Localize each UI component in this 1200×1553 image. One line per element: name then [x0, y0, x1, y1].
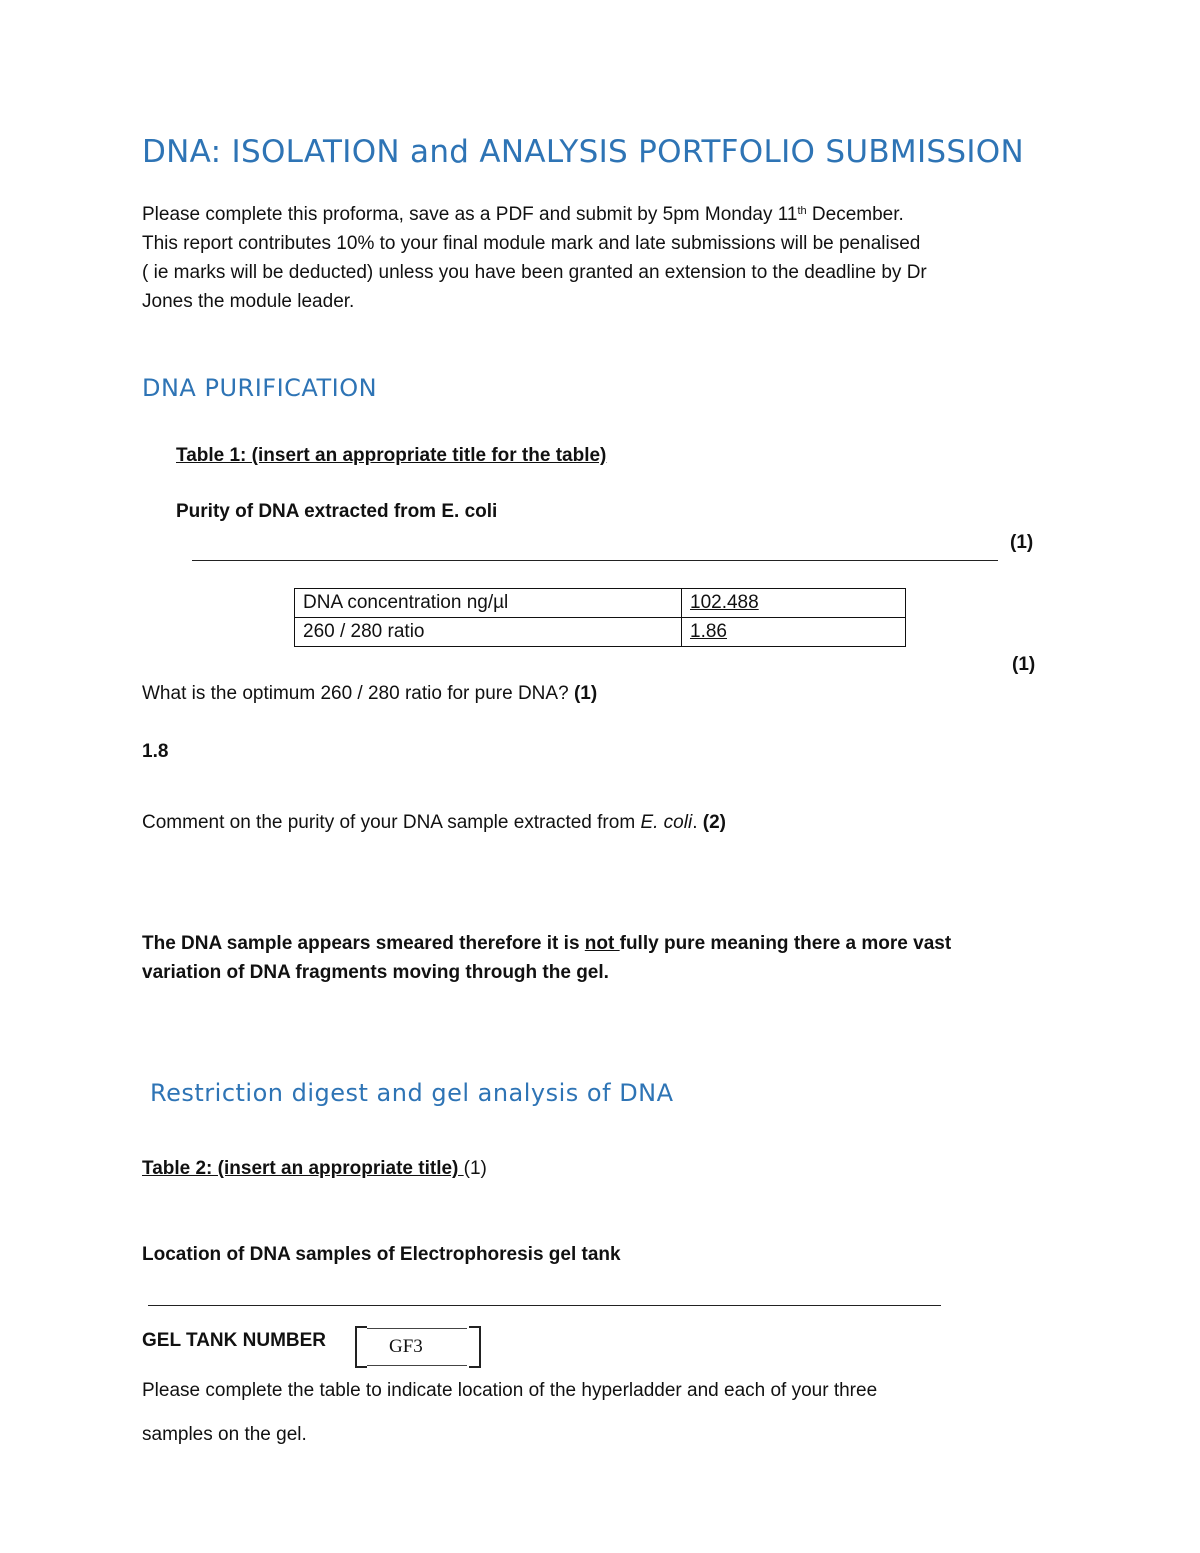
page-title: DNA: ISOLATION and ANALYSIS PORTFOLIO SUBMISSION [142, 134, 1024, 170]
row-label-concentration: DNA concentration ng/µl [295, 589, 682, 618]
question-mark: (1) [573, 683, 598, 704]
intro-line-4: Jones the module leader. [142, 291, 355, 312]
question-mark: (2) [702, 812, 726, 833]
instruction-line-1: Please complete the table to indicate location of the hyperladder and each of your three [142, 1380, 878, 1401]
section-heading-dna-purification: DNA PURIFICATION [142, 374, 378, 402]
gel-tank-value: GF3 [389, 1336, 423, 1357]
gel-tank-value-box [367, 1328, 467, 1366]
gel-instruction [142, 1369, 877, 1457]
table2-caption: Table 2: (insert an appropriate title) (1) [142, 1158, 487, 1179]
title-answer-line [192, 560, 998, 561]
intro-paragraph [142, 200, 1072, 316]
table-row [295, 618, 906, 647]
purity-table [294, 588, 906, 647]
intro-line-3: ( ie marks will be deducted) unless you have been granted an extension to the deadline by Dr [142, 262, 927, 283]
gel-tank-bracket-right [469, 1326, 481, 1368]
row-value-ratio: 1.86 [682, 618, 906, 647]
intro-line-2: This report contributes 10% to your final module mark and late submissions will be penalised [142, 233, 921, 254]
table1-title: Purity of DNA extracted from E. coli [176, 501, 498, 522]
table1-caption: Table 1: (insert an appropriate title for the table) [176, 445, 607, 466]
question-optimum-ratio: What is the optimum 260 / 280 ratio for pure DNA? (1) [142, 683, 598, 704]
answer-optimum-ratio: 1.8 [142, 741, 169, 762]
gel-tank-label: GEL TANK NUMBER [142, 1330, 327, 1351]
answer-line-2: variation of DNA fragments moving through the gel. [142, 962, 609, 983]
gel-tank-bracket-left [355, 1326, 367, 1368]
row-label-ratio: 260 / 280 ratio [295, 618, 682, 647]
mark-table: (1) [1012, 654, 1036, 675]
mark-title: (1) [1010, 532, 1034, 553]
section-heading-restriction-digest: Restriction digest and gel analysis of DNA [150, 1079, 674, 1107]
instruction-line-2: samples on the gel. [142, 1424, 307, 1445]
answer-purity-comment [142, 929, 1062, 987]
intro-line-1: Please complete this proforma, save as a PDF and submit by 5pm Monday 11th December. [142, 204, 904, 225]
table2-title: Location of DNA samples of Electrophoresis gel tank [142, 1244, 621, 1265]
table-row [295, 589, 906, 618]
question-purity-comment: Comment on the purity of your DNA sample extracted from E. coli. (2) [142, 812, 726, 833]
table2-answer-line [148, 1305, 941, 1306]
row-value-concentration: 102.488 [682, 589, 906, 618]
answer-line-1: The DNA sample appears smeared therefore it is not fully pure meaning there a more vast [142, 933, 952, 954]
